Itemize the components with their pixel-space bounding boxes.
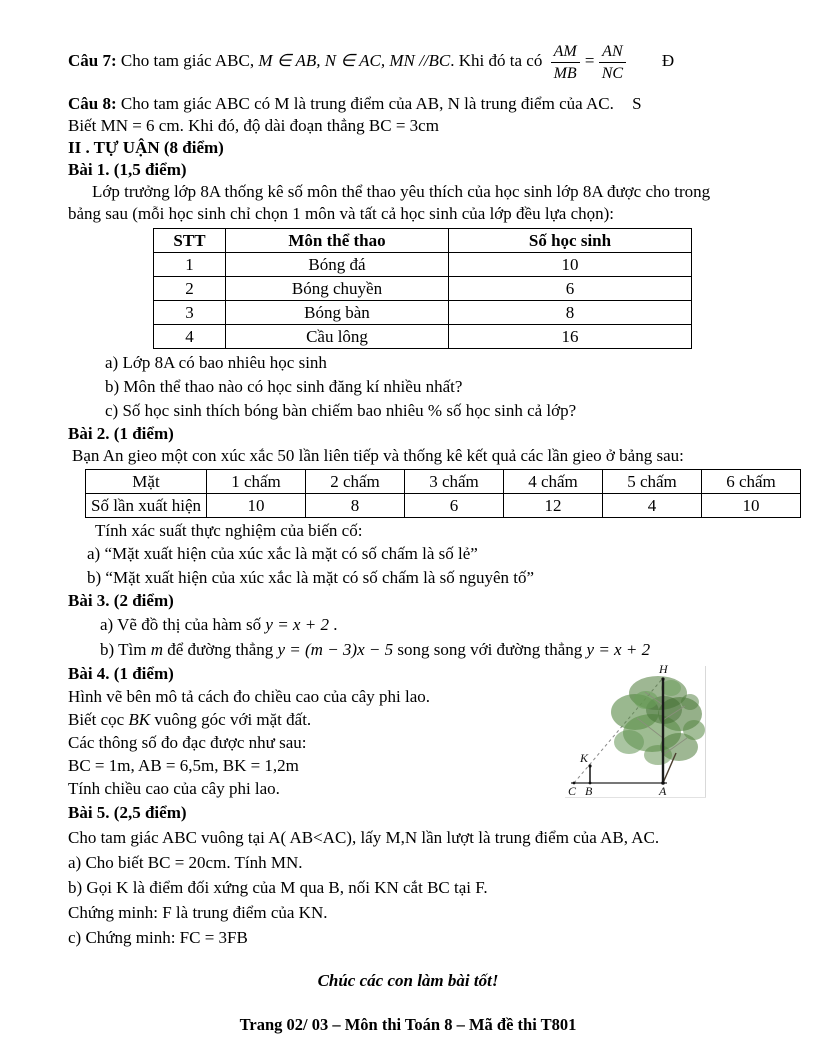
equals-sign: = — [583, 51, 596, 70]
bai1-intro-line1: Lớp trưởng lớp 8A thống kê số môn thể thao yêu thích của học sinh lớp 8A được cho trong — [92, 182, 711, 201]
good-luck-message: Chúc các con làm bài tốt! — [317, 971, 499, 990]
table-row — [154, 277, 692, 301]
figure-label-a: A — [659, 784, 667, 798]
sports-table — [153, 228, 692, 349]
bai3-item-b-math2: y = (m − 3)x − 5 — [277, 640, 394, 659]
question-8-text: Cho tam giác ABC có M là trung điểm của AB, N là trung điểm của AC. — [120, 94, 614, 113]
bai3-item-b-text1: b) Tìm — [100, 640, 147, 659]
bai1-item-c: c) Số học sinh thích bóng bàn chiếm bao nhiêu % số học sinh cả lớp? — [105, 401, 577, 420]
bai5-item-b2: Chứng minh: F là trung điểm của KN. — [68, 903, 328, 922]
question-7-answer-mark: Đ — [661, 51, 675, 70]
cell-occurrence: 8 — [306, 494, 405, 518]
cell-face-label: Mặt — [86, 470, 207, 494]
fraction-denominator: MB — [553, 64, 577, 82]
header-sport: Môn thể thao — [226, 229, 449, 253]
bai3-item-a-period: . — [333, 615, 338, 634]
bai3-item-b — [68, 637, 748, 662]
cell-occurrence-label: Số lần xuất hiện — [86, 494, 207, 518]
cell-count: 16 — [449, 325, 692, 349]
question-8-answer-mark: S — [632, 94, 642, 113]
bai4-line3: Các thông số đo đạc được như sau: — [68, 733, 307, 752]
table-row — [154, 325, 692, 349]
cell-occurrence: 12 — [504, 494, 603, 518]
fraction-am-mb — [551, 42, 580, 83]
bai3-item-a — [68, 612, 748, 637]
bai3-title: Bài 3. (2 điểm) — [68, 591, 174, 610]
bai4-line2 — [68, 708, 568, 731]
cell-stt: 4 — [154, 325, 226, 349]
page-footer: Trang 02/ 03 – Môn thi Toán 8 – Mã đề thi T801 — [239, 1015, 577, 1034]
cell-occurrence: 6 — [405, 494, 504, 518]
bai4-line5: Tính chiều cao của cây phi lao. — [68, 779, 280, 798]
question-7-label: Câu 7: — [68, 51, 117, 70]
cell-stt: 3 — [154, 301, 226, 325]
bai4-section — [68, 662, 748, 800]
cell-count: 10 — [449, 253, 692, 277]
bai3-item-a-text: a) Vẽ đồ thị của hàm số — [100, 615, 262, 634]
bai2-note: Tính xác suất thực nghiệm của biến cố: — [95, 521, 363, 540]
bai3-item-b-text3: song song với đường thẳng — [397, 640, 583, 659]
bai4-line1: Hình vẽ bên mô tả cách đo chiều cao của cây phi lao. — [68, 687, 431, 706]
cell-face: 6 chấm — [702, 470, 801, 494]
question-8-line1 — [68, 93, 748, 115]
fraction-an-nc — [599, 42, 625, 83]
cell-sport: Cầu lông — [226, 325, 449, 349]
cell-stt: 2 — [154, 277, 226, 301]
header-stt: STT — [154, 229, 226, 253]
bai4-line2-text1: Biết cọc — [68, 710, 125, 729]
figure-label-c: C — [568, 784, 577, 798]
table-row — [154, 301, 692, 325]
bai4-line4: BC = 1m, AB = 6,5m, BK = 1,2m — [68, 756, 299, 775]
bai2-intro: Bạn An gieo một con xúc xắc 50 lần liên tiếp và thống kê kết quả các lần gieo ở bảng sau: — [72, 446, 684, 465]
question-7-mid: . Khi đó ta có — [450, 51, 543, 70]
bai5-title: Bài 5. (2,5 điểm) — [68, 803, 187, 822]
figure-label-b: B — [585, 784, 593, 798]
cell-count: 8 — [449, 301, 692, 325]
figure-label-k: K — [580, 751, 589, 765]
bai1-item-a: a) Lớp 8A có bao nhiêu học sinh — [105, 353, 327, 372]
fraction-numerator: AN — [599, 42, 625, 63]
bai1-item-b: b) Môn thể thao nào có học sinh đăng kí nhiều nhất? — [105, 377, 463, 396]
cell-occurrence: 10 — [207, 494, 306, 518]
section-2-title: II . TỰ UẬN (8 điểm) — [68, 138, 224, 157]
cell-stt: 1 — [154, 253, 226, 277]
bai3-item-b-text2: để đường thẳng — [167, 640, 274, 659]
cell-sport: Bóng chuyền — [226, 277, 449, 301]
bai5-item-b: b) Gọi K là điểm đối xứng của M qua B, nối KN cắt BC tại F. — [68, 878, 488, 897]
cell-face: 2 chấm — [306, 470, 405, 494]
cell-face: 1 chấm — [207, 470, 306, 494]
dice-table — [85, 469, 801, 518]
cell-count: 6 — [449, 277, 692, 301]
cell-sport: Bóng bàn — [226, 301, 449, 325]
bai1-intro-line2: bảng sau (mỗi học sinh chỉ chọn 1 môn và tất cả học sinh của lớp đều lựa chọn): — [68, 204, 615, 223]
cell-face: 3 chấm — [405, 470, 504, 494]
header-count: Số học sinh — [449, 229, 692, 253]
figure-label-h: H — [659, 662, 668, 676]
tree-foliage — [611, 676, 705, 765]
question-8-label: Câu 8: — [68, 94, 117, 113]
bai3-item-a-math: y = x + 2 — [265, 615, 329, 634]
cell-face: 4 chấm — [504, 470, 603, 494]
bai4-title: Bài 4. (1 điểm) — [68, 664, 174, 683]
table-header-row — [154, 229, 692, 253]
tree-measurement-figure — [563, 660, 708, 803]
table-row — [86, 470, 801, 494]
bai2-item-b: b) “Mặt xuất hiện của xúc xắc là mặt có số chấm là số nguyên tố” — [87, 568, 535, 587]
cell-sport: Bóng đá — [226, 253, 449, 277]
question-7 — [68, 38, 748, 84]
bai3-item-b-math3: y = x + 2 — [586, 640, 651, 659]
bai5-item-a: a) Cho biết BC = 20cm. Tính MN. — [68, 853, 303, 872]
table-row — [86, 494, 801, 518]
bai3-item-b-math1: m — [150, 640, 163, 659]
cell-face: 5 chấm — [603, 470, 702, 494]
bai4-line2-text2: vuông góc với mặt đất. — [154, 710, 312, 729]
question-8-line2: Biết MN = 6 cm. Khi đó, độ dài đoạn thẳng BC = 3cm — [68, 116, 439, 135]
bai4-line2-math: BK — [128, 710, 151, 729]
bai1-title: Bài 1. (1,5 điểm) — [68, 160, 187, 179]
bai2-title: Bài 2. (1 điểm) — [68, 424, 174, 443]
cell-occurrence: 4 — [603, 494, 702, 518]
cell-occurrence: 10 — [702, 494, 801, 518]
bai2-item-a: a) “Mặt xuất hiện của xúc xắc là mặt có số chấm là số lẻ” — [87, 544, 478, 563]
table-row — [154, 253, 692, 277]
question-7-intro: Cho tam giác ABC, — [120, 51, 255, 70]
bai5-intro: Cho tam giác ABC vuông tại A( AB<AC), lấy M,N lần lượt là trung điểm của AB, AC. — [68, 828, 660, 847]
fraction-numerator: AM — [551, 42, 580, 63]
fraction-denominator: NC — [601, 64, 624, 82]
bai5-item-c: c) Chứng minh: FC = 3FB — [68, 928, 248, 947]
question-7-math: M ∈ AB, N ∈ AC, MN //BC — [258, 51, 451, 70]
